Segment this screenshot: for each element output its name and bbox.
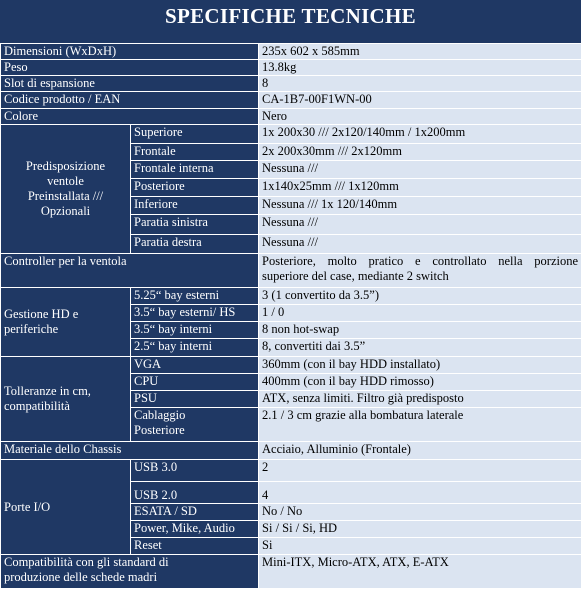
spec-table xyxy=(0,43,581,589)
group-label-line: Gestione HD e xyxy=(4,307,78,321)
spec-label: Peso xyxy=(1,60,259,76)
spec-label xyxy=(1,555,259,589)
spec-label: USB 2.0 xyxy=(131,482,259,504)
spec-value: Si xyxy=(259,538,581,555)
spec-label: Inferiore xyxy=(131,197,259,215)
spec-label: Codice prodotto / EAN xyxy=(1,92,259,109)
table-row xyxy=(1,60,581,76)
spec-value: 360mm (con il bay HDD installato) xyxy=(259,357,581,374)
spec-label: Frontale interna xyxy=(131,161,259,179)
spec-value: 2x 200x30mm /// 2x120mm xyxy=(259,144,581,161)
spec-value: 8 non hot-swap xyxy=(259,322,581,339)
page-title: SPECIFICHE TECNICHE xyxy=(0,0,581,43)
spec-label: Controller per la ventola xyxy=(1,254,259,288)
spec-value: Nero xyxy=(259,109,581,125)
spec-label: Frontale xyxy=(131,144,259,161)
spec-label: Slot di espansione xyxy=(1,76,259,92)
spec-label: Materiale dello Chassis xyxy=(1,442,259,460)
spec-value: 8 xyxy=(259,76,581,92)
spec-label: VGA xyxy=(131,357,259,374)
spec-label: PSU xyxy=(131,391,259,408)
group-label-tolleranze xyxy=(1,357,131,442)
group-label-hd xyxy=(1,288,131,357)
spec-value: ATX, senza limiti. Filtro già predisposto xyxy=(259,391,581,408)
spec-label: Posteriore xyxy=(131,179,259,197)
spec-value: 2 xyxy=(259,460,581,482)
spec-label: ESATA / SD xyxy=(131,504,259,521)
spec-value: 1x140x25mm /// 1x120mm xyxy=(259,179,581,197)
spec-label-line: Cablaggio xyxy=(134,408,185,422)
spec-label: 3.5“ bay interni xyxy=(131,322,259,339)
table-row xyxy=(1,109,581,125)
table-row xyxy=(1,92,581,109)
spec-value: 3 (1 convertito da 3.5”) xyxy=(259,288,581,305)
table-row xyxy=(1,555,581,589)
spec-label: Dimensioni (WxDxH) xyxy=(1,44,259,60)
spec-value: 8, convertiti dai 3.5” xyxy=(259,339,581,357)
table-row xyxy=(1,125,581,144)
group-label-line: periferiche xyxy=(4,322,58,336)
spec-label: Power, Mike, Audio xyxy=(131,521,259,538)
group-label-line: Predisposizione xyxy=(26,159,105,173)
spec-value-line: superiore del case, mediante 2 switch xyxy=(262,269,578,284)
spec-value: 4 xyxy=(259,482,581,504)
spec-label xyxy=(131,408,259,442)
spec-value: 1x 200x30 /// 2x120/140mm / 1x200mm xyxy=(259,125,581,144)
spec-value: 235x 602 x 585mm xyxy=(259,44,581,60)
table-row xyxy=(1,357,581,374)
spec-value-line: Posteriore, molto pratico e controllato nella porzione xyxy=(262,254,578,269)
spec-label: Superiore xyxy=(131,125,259,144)
spec-value: 1 / 0 xyxy=(259,305,581,322)
spec-label: 2.5“ bay interni xyxy=(131,339,259,357)
group-label-line: Opzionali xyxy=(41,204,90,218)
spec-value: Nessuna /// xyxy=(259,235,581,254)
group-label-porte: Porte I/O xyxy=(1,460,131,555)
group-label-line: Preinstallata /// xyxy=(28,189,103,203)
spec-label: CPU xyxy=(131,374,259,391)
group-label-line: compatibilità xyxy=(4,399,70,413)
spec-label: Colore xyxy=(1,109,259,125)
spec-label-line: Posteriore xyxy=(134,423,185,437)
table-row xyxy=(1,460,581,482)
spec-value: 400mm (con il bay HDD rimosso) xyxy=(259,374,581,391)
spec-label: Reset xyxy=(131,538,259,555)
spec-value: Nessuna /// xyxy=(259,215,581,235)
spec-value: Mini-ITX, Micro-ATX, ATX, E-ATX xyxy=(259,555,581,589)
table-row xyxy=(1,442,581,460)
spec-label-line: Compatibilità con gli standard di xyxy=(4,555,255,570)
spec-label: USB 3.0 xyxy=(131,460,259,482)
spec-value xyxy=(259,254,581,288)
table-row xyxy=(1,288,581,305)
spec-value: 2.1 / 3 cm grazie alla bombatura laterale xyxy=(259,408,581,442)
table-row xyxy=(1,76,581,92)
group-label-line: ventole xyxy=(47,174,84,188)
spec-label: 3.5“ bay esterni/ HS xyxy=(131,305,259,322)
table-row xyxy=(1,254,581,288)
spec-value: Acciaio, Alluminio (Frontale) xyxy=(259,442,581,460)
spec-value: CA-1B7-00F1WN-00 xyxy=(259,92,581,109)
spec-value: 13.8kg xyxy=(259,60,581,76)
spec-label: Paratia sinistra xyxy=(131,215,259,235)
spec-value: Nessuna /// xyxy=(259,161,581,179)
spec-value: Si / Si / Si, HD xyxy=(259,521,581,538)
group-label-line: Tolleranze in cm, xyxy=(4,384,91,398)
spec-value: Nessuna /// 1x 120/140mm xyxy=(259,197,581,215)
spec-label: Paratia destra xyxy=(131,235,259,254)
table-row xyxy=(1,44,581,60)
group-label-ventole xyxy=(1,125,131,254)
spec-label-line: produzione delle schede madri xyxy=(4,570,255,585)
spec-label: 5.25“ bay esterni xyxy=(131,288,259,305)
spec-value: No / No xyxy=(259,504,581,521)
